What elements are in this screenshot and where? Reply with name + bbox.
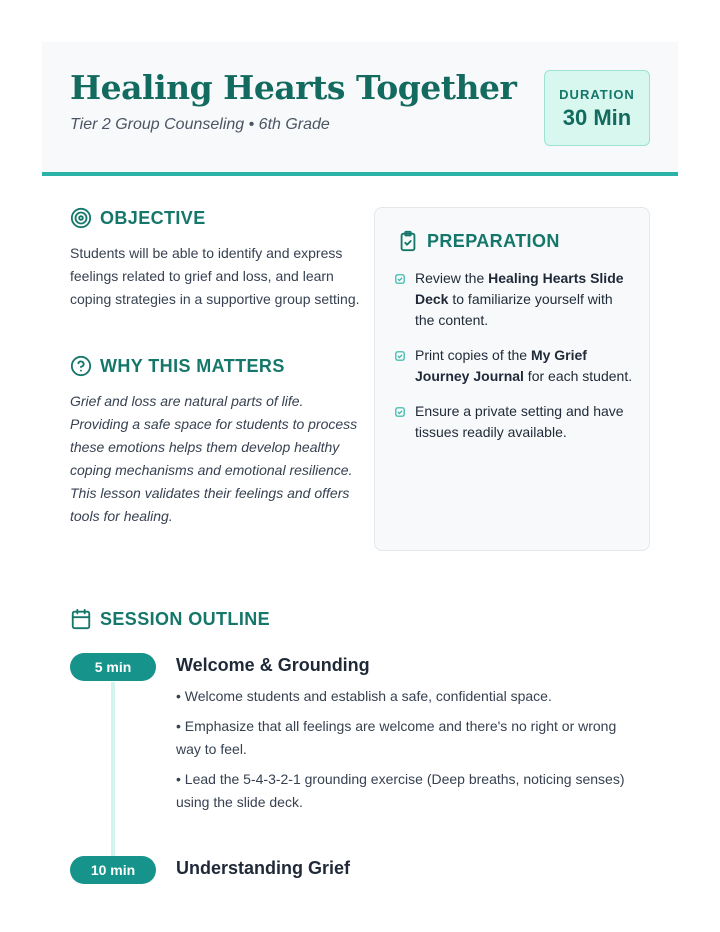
step-title: Understanding Grief <box>176 858 351 878</box>
objective-heading-label: OBJECTIVE <box>100 207 206 228</box>
clipboard-check-icon <box>397 230 419 252</box>
why-heading-label: WHY THIS MATTERS <box>100 355 285 376</box>
duration-label: DURATION <box>559 87 635 102</box>
why-text: Grief and loss are natural parts of life. Providing a safe space for students to process these emotions helps them develop healthy coping mechanisms and emotional resilience. This lesson validates their feelings and offers tools for healing. <box>70 393 358 524</box>
duration-badge <box>544 70 650 146</box>
preparation-heading-label: PREPARATION <box>427 230 560 251</box>
checkbox-checked-icon <box>395 407 405 417</box>
step-bullets <box>176 685 636 821</box>
checkbox-checked-icon <box>395 274 405 284</box>
preparation-item: Review the Healing Hearts Slide Deck to familiarize yourself with the content. <box>395 268 635 331</box>
outline-heading-label: SESSION OUTLINE <box>100 608 271 629</box>
lesson-header <box>42 42 678 176</box>
time-pill: 10 min <box>70 856 156 884</box>
objective-text: Students will be able to identify and express feelings related to grief and loss, and learn coping strategies in a supportive group setting. <box>70 245 360 307</box>
time-pill: 5 min <box>70 653 156 681</box>
step-title: Welcome & Grounding <box>176 655 370 675</box>
preparation-list <box>395 268 635 457</box>
page-subtitle: Tier 2 Group Counseling • 6th Grade <box>70 116 330 133</box>
preparation-item: Ensure a private setting and have tissues readily available. <box>395 401 635 443</box>
page-title: Healing Hearts Together <box>70 68 517 107</box>
objective-heading <box>70 207 206 229</box>
preparation-card <box>374 207 650 551</box>
outline-heading <box>70 608 270 630</box>
calendar-icon <box>70 608 92 630</box>
why-heading <box>70 355 285 377</box>
step-bullet: • Lead the 5-4-3-2-1 grounding exercise (Deep breaths, noticing senses) using the slide deck. <box>176 771 625 810</box>
checkbox-checked-icon <box>395 351 405 361</box>
step-bullet: • Welcome students and establish a safe, confidential space. <box>176 688 552 704</box>
step-bullet: • Emphasize that all feelings are welcome and there's no right or wrong way to feel. <box>176 718 617 757</box>
question-circle-icon <box>70 355 92 377</box>
preparation-heading <box>397 230 560 252</box>
timeline-line <box>111 682 115 858</box>
preparation-item: Print copies of the My Grief Journey Journal for each student. <box>395 345 635 387</box>
duration-value: 30 Min <box>562 105 632 130</box>
target-icon <box>70 207 92 229</box>
